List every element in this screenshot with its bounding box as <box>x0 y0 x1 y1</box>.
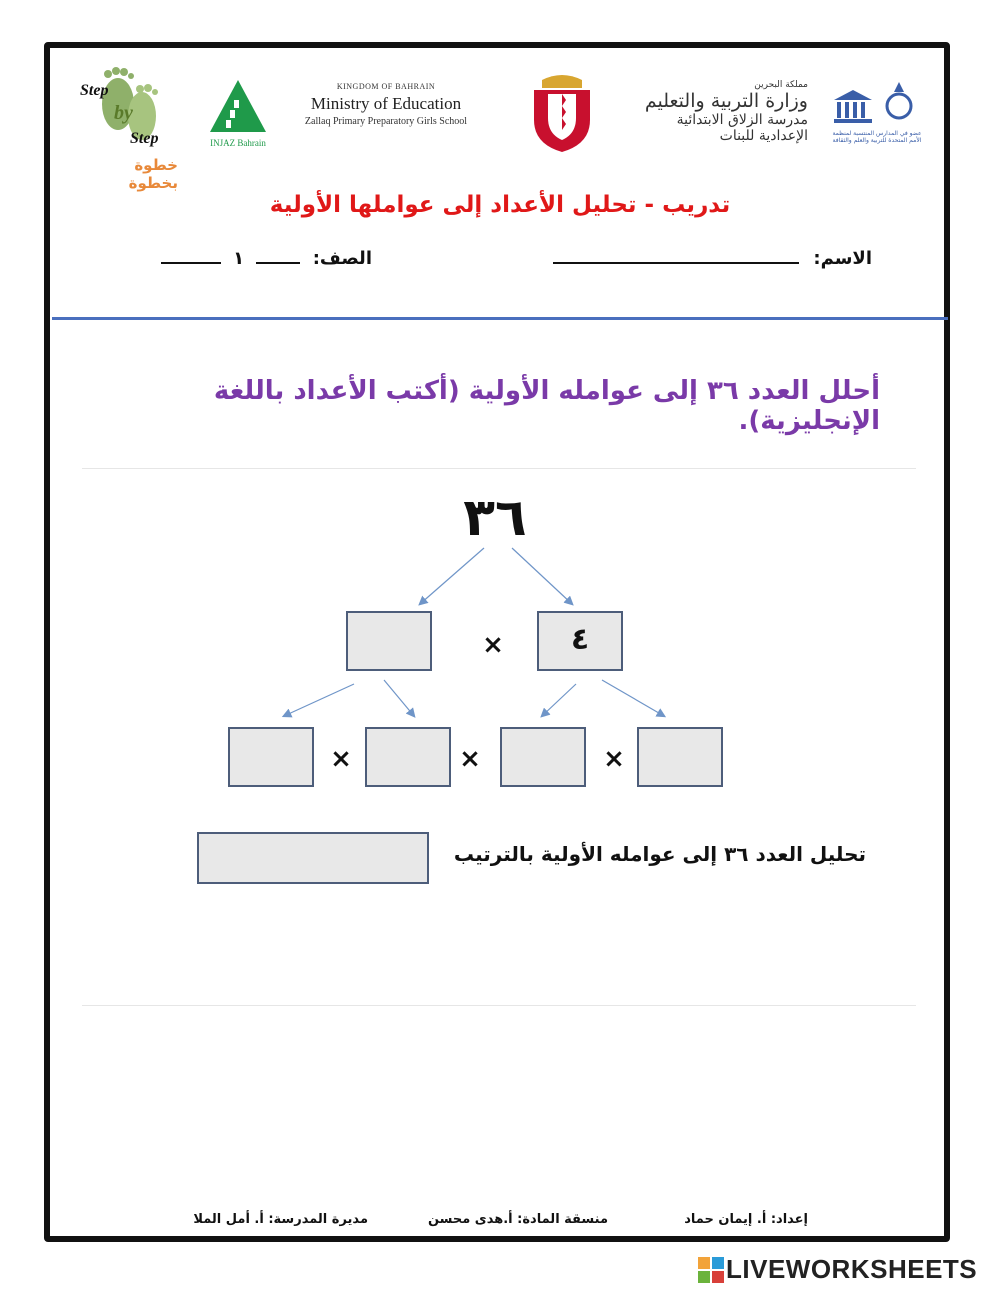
order-label: تحليل العدد ٣٦ إلى عوامله الأولية بالترتيب <box>453 842 866 866</box>
liveworksheets-logo-icon <box>698 1257 724 1283</box>
section-bottom-line <box>82 1005 916 1006</box>
level2-box-1[interactable] <box>228 727 314 787</box>
arrow-right-rr <box>602 680 664 716</box>
name-label: الاسم: <box>813 248 872 269</box>
step-word-2: Step <box>130 130 159 147</box>
injaz-label: INJAZ Bahrain <box>210 138 266 148</box>
worksheet-title: تدريب - تحليل الأعداد إلى عواملها الأولية <box>269 192 731 218</box>
level2-box-2[interactable] <box>365 727 451 787</box>
watermark-text: LIVEWORKSHEETS <box>726 1254 978 1284</box>
class-label: الصف: <box>312 248 372 269</box>
unesco-caption: عضو في المدارس المنتسبة لمنظمة الأمم المتحدة للتربية والعلم والثقافة <box>832 130 922 144</box>
footer-prepared: إعداد: أ. إيمان حماد <box>684 1212 808 1227</box>
level1-box-left[interactable] <box>346 611 432 671</box>
arrow-right-rl <box>542 684 576 716</box>
by-word: by <box>114 102 133 124</box>
kingdom-arabic: مملكة البحرين <box>754 80 808 90</box>
times-sign-3: × <box>603 744 625 774</box>
level2-box-4[interactable] <box>637 727 723 787</box>
level2-box-3[interactable] <box>500 727 586 787</box>
arrow-root-left <box>420 548 484 604</box>
footer-principal: مديرة المدرسة: أ. أمل الملا <box>193 1212 368 1227</box>
level1-right-value: ٤ <box>570 622 590 657</box>
times-sign-2: × <box>459 744 481 774</box>
ministry-label: Ministry of Education <box>310 94 462 113</box>
times-sign-level1: × <box>482 630 504 660</box>
school-label: Zallaq Primary Preparatory Girls School <box>304 116 468 127</box>
ministry-arabic: وزارة التربية والتعليم <box>644 90 808 112</box>
step-arabic: خطوة بخطوة <box>128 156 178 192</box>
arrow-left-lr <box>384 680 414 716</box>
kingdom-label: KINGDOM OF BAHRAIN <box>336 82 436 91</box>
level1-box-right <box>537 611 623 671</box>
step-word-1: Step <box>80 82 109 99</box>
arrow-root-right <box>512 548 572 604</box>
liveworksheets-watermark[interactable] <box>696 1254 996 1286</box>
class-mid-number: ١ <box>233 248 245 269</box>
question-text: أحلل العدد ٣٦ إلى عوامله الأولية (أكتب الأعداد باللغة الإنجليزية). <box>213 376 880 436</box>
root-number: ٣٦ <box>463 488 527 548</box>
arrow-left-ll <box>284 684 354 716</box>
times-sign-1: × <box>330 744 352 774</box>
school-arabic: مدرسة الزلاق الابتدائية الإعدادية للبنات <box>676 112 808 144</box>
footer-coordinator: منسقة المادة: أ.هدى محسن <box>427 1212 608 1227</box>
order-answer-box[interactable] <box>197 832 429 884</box>
